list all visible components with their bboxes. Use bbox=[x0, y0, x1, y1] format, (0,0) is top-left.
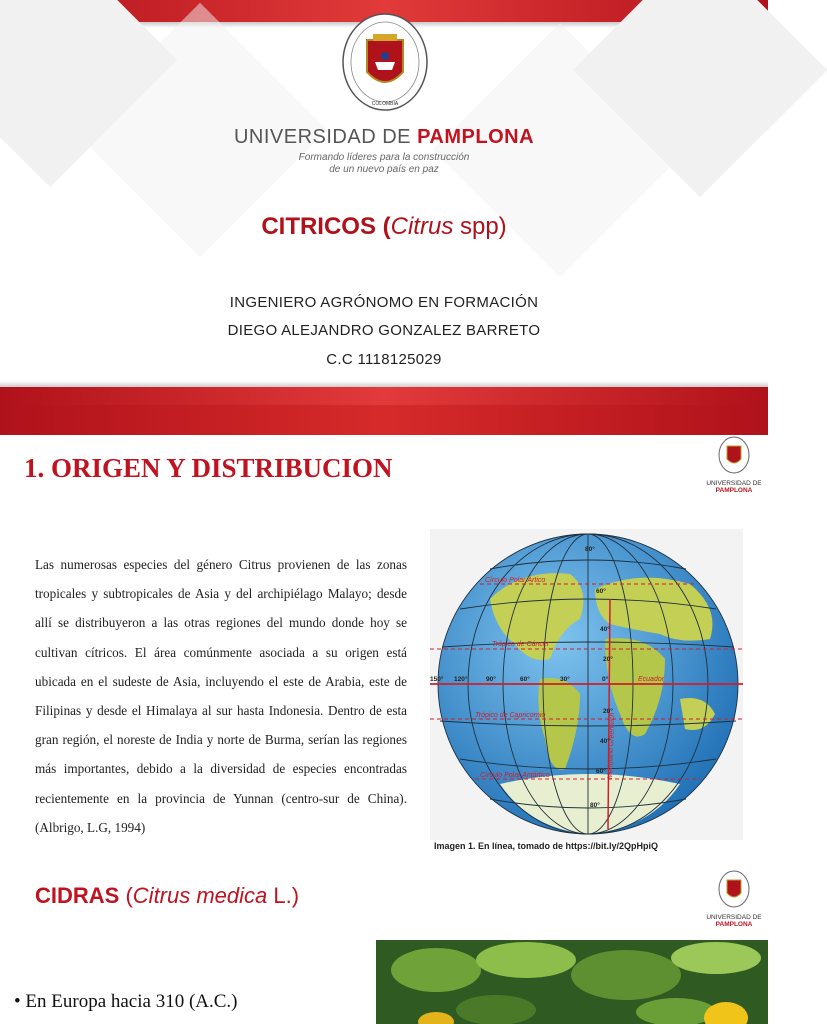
small-seal-icon bbox=[717, 869, 751, 909]
lat-label: 40° bbox=[600, 626, 610, 633]
university-motto-line1: Formando líderes para la construcción bbox=[298, 152, 470, 163]
lon-label: 30° bbox=[560, 676, 570, 683]
lat-label: 20° bbox=[603, 708, 613, 715]
small-university-logo bbox=[706, 869, 762, 928]
author-role: INGENIERO AGRÓNOMO EN FORMACIÓN bbox=[229, 294, 539, 311]
lat-label: 20° bbox=[603, 656, 613, 663]
slide-heading: CIDRAS (Citrus medica L.) bbox=[35, 883, 300, 908]
citron-tree-photo bbox=[376, 940, 768, 1024]
globe-image bbox=[430, 529, 743, 840]
small-logo-caption: UNIVERSIDAD DE PAMPLONA bbox=[706, 914, 762, 928]
university-seal-logo bbox=[340, 12, 430, 114]
slide-separator-banner bbox=[0, 405, 768, 435]
lat-label: 80° bbox=[590, 802, 600, 809]
lat-label: 40° bbox=[600, 738, 610, 745]
lon-label: 0° bbox=[602, 676, 609, 683]
university-name: UNIVERSIDAD DE PAMPLONA bbox=[233, 126, 535, 148]
small-logo-caption: UNIVERSIDAD DE PAMPLONA bbox=[706, 480, 762, 494]
origin-paragraph: Las numerosas especies del género Citrus provienen de las zonas tropicales y subtropicales de Asia y del archipiélago Malayo; desde allí se distribuyeron a las otras regiones del mundo donde hoy se cultivan cítricos. El área comúnmente asociada a su origen está ubicada en el sudeste de Asia, incluyendo el este de Arabia, este de Filipinas y desde el Himalaya al sur hasta Indonesia. Dentro de esta gran región, el noreste de India y norte de Burma, serían las regiones más importantes, debido a la diversidad de especies encontradas recientemente en la provincia de Yunnan (centro-sur de China). (Albrigo, L.G, 1994) bbox=[35, 557, 407, 835]
bullet-point: • En Europa hacia 310 (A.C.) bbox=[14, 991, 238, 1012]
small-seal-icon bbox=[717, 435, 751, 475]
lon-label: 120° bbox=[454, 676, 468, 683]
lat-label: 60° bbox=[596, 588, 606, 595]
small-university-logo bbox=[706, 435, 762, 494]
cidras-slide bbox=[0, 865, 768, 1024]
presentation-title: CITRICOS (Citrus spp) bbox=[261, 213, 507, 240]
greenwich-label: Meridiano Greenwich bbox=[607, 712, 617, 780]
author-name: DIEGO ALEJANDRO GONZALEZ BARRETO bbox=[227, 322, 541, 339]
world-globe-map bbox=[430, 529, 743, 840]
image-caption: Imagen 1. En línea, tomado de https://bit.ly/2QpHpiQ bbox=[434, 841, 659, 851]
origin-slide bbox=[0, 405, 768, 865]
lat-label: 60° bbox=[596, 768, 606, 775]
lon-label: 90° bbox=[486, 676, 496, 683]
university-motto-line2: de un nuevo país en paz bbox=[329, 164, 439, 175]
slide-heading: 1. ORIGEN Y DISTRIBUCION bbox=[24, 453, 393, 483]
lat-label: 80° bbox=[585, 546, 595, 553]
title-slide bbox=[0, 0, 768, 405]
lon-label: 150° bbox=[430, 676, 444, 683]
equator-label: Ecuador bbox=[638, 676, 665, 683]
bottom-red-banner bbox=[0, 387, 768, 405]
author-id: C.C 1118125029 bbox=[326, 351, 442, 368]
tropic-cancer-label: Trópico de Cáncer bbox=[492, 641, 550, 648]
antarctic-circle-label: Círculo Polar Antártico bbox=[480, 772, 550, 779]
lon-label: 60° bbox=[520, 676, 530, 683]
svg-text:COLOMBIA: COLOMBIA bbox=[371, 101, 399, 107]
tropic-capricorn-label: Trópico de Capricornio bbox=[475, 712, 546, 719]
arctic-circle-label: Círculo Polar Ártico bbox=[485, 577, 546, 584]
